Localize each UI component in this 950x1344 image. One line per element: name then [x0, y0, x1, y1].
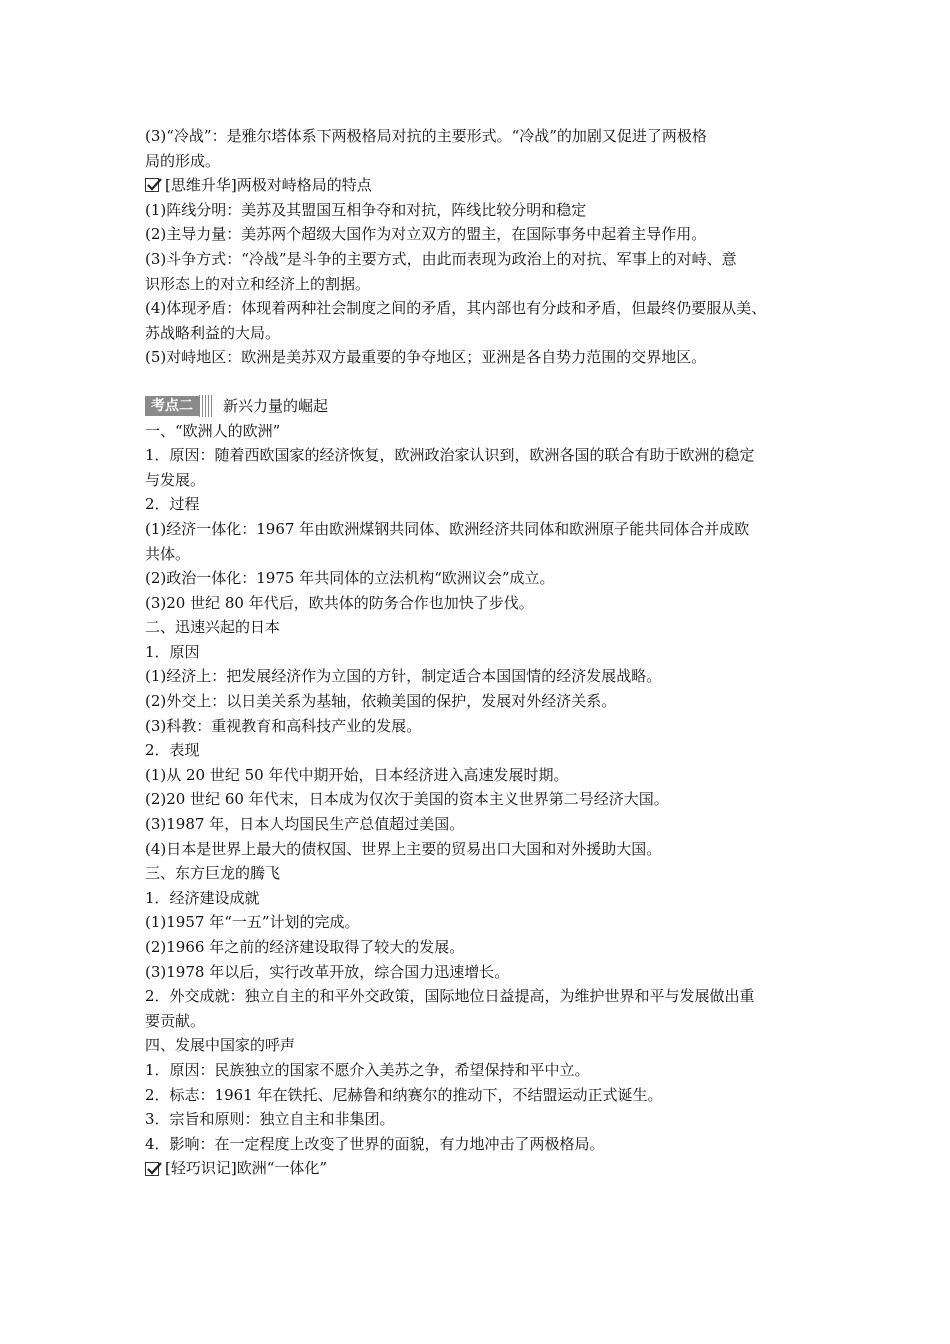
body-line: (2)外交上：以日美关系为基轴，依赖美国的保护，发展对外经济关系。	[145, 692, 617, 711]
kaodian-badge: 考点二	[145, 396, 199, 416]
body-line: 要贡献。	[145, 1011, 206, 1030]
siwei-item: (4)体现矛盾：体现着两种社会制度之间的矛盾，其内部也有分歧和矛盾，但最终仍要服从美、	[145, 299, 767, 318]
siwei-item: (2)主导力量：美苏两个超级大国作为对立双方的盟主，在国际事务中起着主导作用。	[145, 225, 707, 244]
body-line: 2．表现	[145, 741, 200, 760]
body-line: 二、迅速兴起的日本	[145, 618, 281, 637]
siwei-item: (3)斗争方式：“冷战”是斗争的主要方式，由此而表现为政治上的对抗、军事上的对峙、意	[145, 249, 737, 268]
body-line: 1．经济建设成就	[145, 888, 260, 907]
body-line: (3)1978 年以后，实行改革开放，综合国力迅速增长。	[145, 962, 510, 981]
body-line: 四、发展中国家的呼声	[145, 1036, 296, 1055]
siwei-item: (5)对峙地区：欧洲是美苏双方最重要的争夺地区；亚洲是各自势力范围的交界地区。	[145, 348, 707, 367]
section-gap	[145, 370, 835, 392]
body-line: (2)20 世纪 60 年代末，日本成为仅次于美国的资本主义世界第二号经济大国。	[145, 790, 669, 809]
qingqiao-heading	[145, 1156, 835, 1181]
body-line: 2．标志：1961 年在铁托、尼赫鲁和纳赛尔的推动下，不结盟运动正式诞生。	[145, 1085, 663, 1104]
qingqiao-heading-text: [轻巧识记]欧洲“一体化”	[165, 1159, 328, 1178]
body-line: 共体。	[145, 544, 191, 563]
body-line: (3)科教：重视教育和高科技产业的发展。	[145, 716, 422, 735]
paragraph-cold-war-line1: (3)“冷战”：是雅尔塔体系下两极格局对抗的主要形式。“冷战”的加剧又促进了两极格	[145, 127, 707, 145]
siwei-item: 苏战略利益的大局。	[145, 323, 281, 342]
paragraph-cold-war-line2: 局的形成。	[145, 151, 221, 170]
body-line: 3．宗旨和原则：独立自主和非集团。	[145, 1110, 395, 1129]
siwei-heading	[145, 173, 835, 198]
body-line: 4．影响：在一定程度上改变了世界的面貌，有力地冲击了两极格局。	[145, 1134, 605, 1153]
body-line: 三、东方巨龙的腾飞	[145, 864, 281, 883]
body-line: (3)1987 年，日本人均国民生产总值超过美国。	[145, 815, 465, 834]
body-line: 1．原因：民族独立的国家不愿介入美苏之争，希望保持和平中立。	[145, 1060, 590, 1079]
checkbox-check-icon	[145, 178, 159, 192]
body-line: (2)1966 年之前的经济建设取得了较大的发展。	[145, 938, 465, 956]
body-line: 一、“欧洲人的欧洲”	[145, 421, 281, 440]
page-content	[145, 124, 835, 1181]
body-line: (3)20 世纪 80 年代后，欧共体的防务合作也加快了步伐。	[145, 593, 534, 612]
body-line: 2．外交成就：独立自主的和平外交政策，国际地位日益提高，为维护世界和平与发展做出重	[145, 987, 755, 1006]
body-line: 与发展。	[145, 470, 206, 489]
checkbox-check-icon	[145, 1162, 159, 1176]
siwei-item: 识形态上的对立和经济上的割据。	[145, 274, 371, 293]
body-line: (4)日本是世界上最大的债权国、世界上主要的贸易出口大国和对外援助大国。	[145, 839, 662, 858]
body-line: (1)1957 年“一五”计划的完成。	[145, 913, 360, 932]
body-line: (2)政治一体化：1975 年共同体的立法机构“欧洲议会”成立。	[145, 569, 555, 588]
body-line: (1)经济上：把发展经济作为立国的方针，制定适合本国国情的经济发展战略。	[145, 667, 662, 686]
siwei-heading-text: [思维升华]两极对峙格局的特点	[165, 176, 372, 195]
siwei-item: (1)阵线分明：美苏及其盟国互相争夺和对抗，阵线比较分明和稳定	[145, 200, 587, 219]
body-line: (1)经济一体化：1967 年由欧洲煤钢共同体、欧洲经济共同体和欧洲原子能共同体合并成欧	[145, 519, 750, 538]
kaodian-title: 新兴力量的崛起	[223, 396, 329, 415]
body-line: 2．过程	[145, 495, 200, 514]
body-line: (1)从 20 世纪 50 年代中期开始，日本经济进入高速发展时期。	[145, 765, 569, 784]
body-line: 1．原因	[145, 642, 200, 661]
kaodian-header	[145, 394, 835, 419]
kaodian-decoration	[199, 395, 213, 417]
body-line: 1．原因：随着西欧国家的经济恢复，欧洲政治家认识到，欧洲各国的联合有助于欧洲的稳定	[145, 446, 755, 465]
